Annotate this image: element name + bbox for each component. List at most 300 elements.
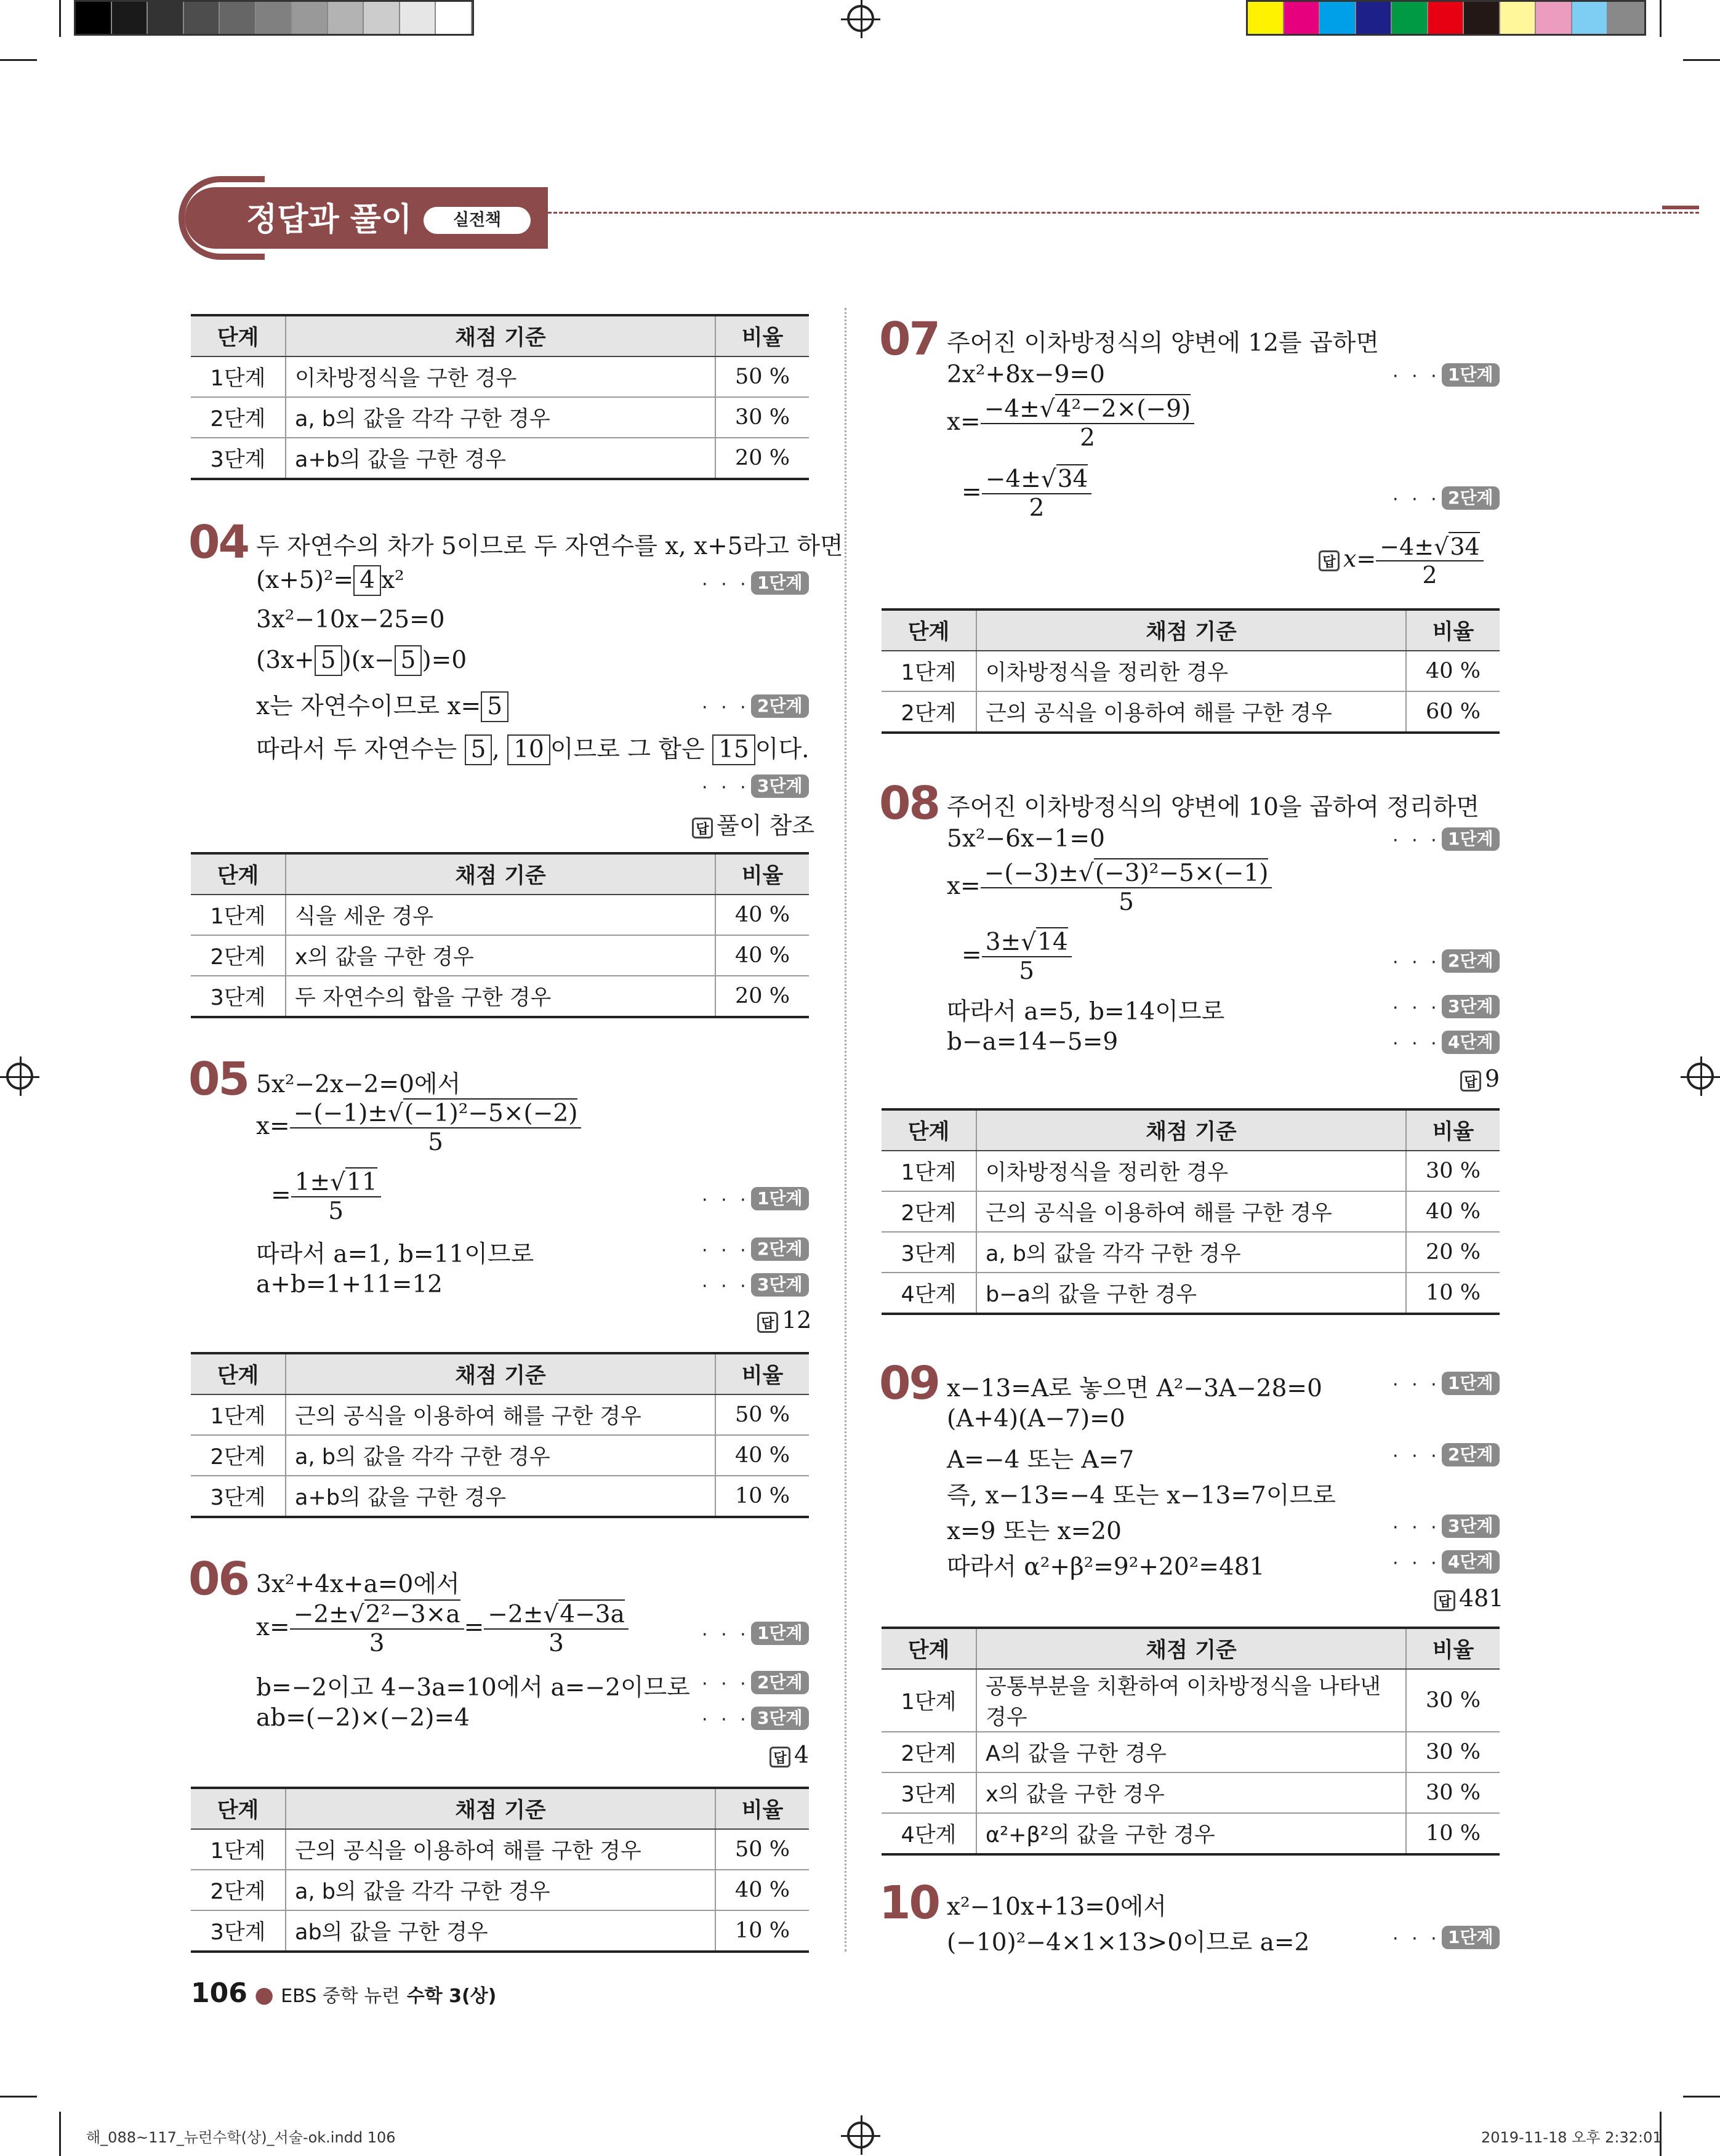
color-swatch (1536, 2, 1572, 34)
header-dashed-rule (548, 212, 1699, 214)
table-row (882, 1151, 1500, 1191)
color-swatch (1464, 2, 1500, 34)
answer-box: 5 (395, 645, 422, 676)
ratio-cell: 10 % (715, 1476, 809, 1517)
solution-line (256, 1601, 629, 1657)
crop-mark (1660, 0, 1662, 37)
ratio-cell: 40 % (715, 935, 809, 976)
page-number: 106 (191, 1977, 247, 2009)
ratio-cell: 20 % (1406, 1232, 1500, 1273)
header-badge: 실전책 (424, 207, 531, 234)
solution-line: 5x²−6x−1=0 (947, 825, 1105, 853)
col-header-criteria: 채점 기준 (976, 1628, 1406, 1669)
step-badge: 4단계 (1442, 1550, 1500, 1574)
step-badge: 1단계 (751, 1187, 809, 1210)
col-header-criteria: 채점 기준 (286, 1353, 715, 1394)
step-badge: 2단계 (1442, 486, 1500, 510)
solution-line: 5x²−2x−2=0에서 (256, 1071, 461, 1098)
radicand: 34 (1450, 533, 1480, 560)
step-dots: · · · (1392, 1374, 1441, 1396)
criteria-cell: a, b의 값을 각각 구한 경우 (976, 1232, 1406, 1273)
solution-line (256, 645, 467, 676)
stage-cell: 2단계 (191, 397, 286, 438)
stage-cell: 3단계 (882, 1232, 976, 1273)
table-row (882, 691, 1500, 733)
criteria-cell: 근의 공식을 이용하여 해를 구한 경우 (976, 1191, 1406, 1232)
crop-mark (0, 59, 37, 61)
math-text: )=0 (422, 646, 467, 674)
table-row (191, 976, 809, 1017)
math-text: −(−1)± (293, 1100, 388, 1127)
grayscale-color-bar (74, 0, 474, 36)
step-badge: 3단계 (1442, 995, 1500, 1018)
answer-box: 5 (465, 734, 492, 765)
table-row (882, 1732, 1500, 1772)
step-dots: · · · (1392, 489, 1441, 510)
ratio-cell: 10 % (1406, 1273, 1500, 1314)
problem-number-05: 05 (188, 1053, 248, 1106)
criteria-cell: x의 값을 구한 경우 (286, 935, 715, 976)
solution-line (947, 395, 1194, 452)
solution-line (962, 465, 1091, 522)
math-text: = (271, 1181, 291, 1209)
solution-line (256, 730, 810, 765)
criteria-cell: 근의 공식을 이용하여 해를 구한 경우 (976, 691, 1406, 733)
answer-icon: 답 (692, 818, 713, 839)
answer-line (757, 1306, 811, 1333)
table-row (882, 1273, 1500, 1314)
math-text: −4± (985, 465, 1041, 493)
math-text: 따라서 두 자연수는 (256, 736, 457, 763)
solution-line: 3x²+4x+a=0에서 (256, 1571, 460, 1598)
step-dots: · · · (702, 1673, 750, 1695)
math-text: −2± (488, 1601, 544, 1628)
criteria-cell: α²+β²의 값을 구한 경우 (976, 1813, 1406, 1854)
denominator: 5 (1119, 888, 1134, 916)
step-badge: 2단계 (751, 694, 809, 718)
ratio-cell: 40 % (1406, 1191, 1500, 1232)
table-row (882, 1669, 1500, 1732)
answer-line (1434, 1585, 1504, 1612)
table-row (191, 356, 809, 397)
column-separator (845, 308, 846, 1952)
step-badge: 2단계 (1442, 1443, 1500, 1466)
color-swatch (1608, 2, 1644, 34)
color-swatch (1428, 2, 1465, 34)
col-header-stage: 단계 (882, 1628, 976, 1669)
ratio-cell: 30 % (1406, 1669, 1500, 1732)
registration-mark-icon (847, 2122, 874, 2149)
solution-line: 따라서 a=1, b=11이므로 (256, 1241, 534, 1268)
print-slug-file: 해_088~117_뉴런수학(상)_서술-ok.indd 106 (86, 2129, 396, 2146)
solution-line: 즉, x−13=−4 또는 x−13=7이므로 (947, 1482, 1336, 1510)
radicand: 2²−3×a (365, 1601, 460, 1628)
solution-line: b−a=14−5=9 (947, 1028, 1119, 1056)
step-badge: 1단계 (1442, 1926, 1500, 1949)
answer-box: 5 (315, 645, 342, 676)
solution-line: A=−4 또는 A=7 (947, 1446, 1135, 1474)
footer-bullet: ● (254, 1982, 274, 2008)
ratio-cell: 40 % (715, 1435, 809, 1476)
answer-box: 15 (712, 734, 755, 765)
color-swatch (1392, 2, 1428, 34)
math-text: (x+5)²= (256, 566, 354, 594)
criteria-table-09 (882, 1627, 1500, 1856)
ratio-cell: 50 % (715, 356, 809, 397)
criteria-cell: 식을 세운 경우 (286, 895, 715, 935)
color-swatch (1320, 2, 1356, 34)
solution-line (962, 928, 1072, 985)
math-text: x= (1343, 545, 1376, 573)
book-title: EBS 중학 뉴런 (281, 1985, 400, 2007)
table-row (882, 1772, 1500, 1813)
solution-line: 두 자연수의 차가 5이므로 두 자연수를 x, x+5라고 하면 (256, 533, 843, 560)
table-row (191, 1394, 809, 1435)
step-dots: · · · (1392, 1517, 1441, 1539)
math-text: 이므로 그 합은 (550, 736, 705, 763)
page-title: 정답과 풀이 (246, 201, 412, 238)
col-header-ratio: 비율 (1406, 1109, 1500, 1151)
table-row (191, 1435, 809, 1476)
table-row (191, 438, 809, 479)
page-footer (191, 1977, 496, 2009)
ratio-cell: 30 % (715, 397, 809, 438)
denominator: 5 (428, 1128, 443, 1156)
step-badge: 3단계 (1442, 1514, 1500, 1538)
criteria-cell: ab의 값을 구한 경우 (286, 1910, 715, 1952)
problem-number-10: 10 (879, 1876, 939, 1929)
stage-cell: 1단계 (882, 1151, 976, 1191)
criteria-cell: a, b의 값을 각각 구한 경우 (286, 1435, 715, 1476)
math-text: = (464, 1614, 484, 1641)
step-dots: · · · (1392, 952, 1441, 973)
fraction: $\frac{1\pm√11}{5}$ (291, 1169, 381, 1225)
answer-line (1319, 533, 1484, 589)
solution-line: x²−10x+13=0에서 (947, 1893, 1167, 1921)
math-text: 3± (985, 928, 1021, 956)
denominator: 2 (1029, 494, 1045, 522)
step-dots: · · · (702, 697, 750, 718)
ratio-cell: 30 % (1406, 1772, 1500, 1813)
criteria-cell: 근의 공식을 이용하여 해를 구한 경우 (286, 1394, 715, 1435)
color-swatch (328, 2, 364, 34)
answer-icon: 답 (770, 1747, 790, 1768)
table-row (191, 1870, 809, 1910)
stage-cell: 2단계 (191, 1870, 286, 1910)
criteria-table-07 (882, 608, 1500, 734)
math-text: x² (381, 566, 404, 594)
fraction: $\frac{\text{−(−1)±√(−1)²−5×(−2)}}{5}$ (290, 1100, 582, 1156)
color-swatch (364, 2, 400, 34)
col-header-ratio: 비율 (715, 1788, 809, 1829)
radicand: 14 (1037, 928, 1068, 956)
radicand: (−3)²−5×(−1) (1095, 859, 1269, 887)
color-swatch (112, 2, 148, 34)
step-dots: · · · (1392, 830, 1441, 851)
col-header-criteria: 채점 기준 (286, 315, 715, 356)
answer-icon: 답 (1434, 1590, 1455, 1611)
math-text: (3x+ (256, 646, 315, 674)
header-rule-end (1662, 206, 1699, 209)
crop-mark (1683, 59, 1720, 61)
col-header-criteria: 채점 기준 (286, 853, 715, 895)
math-text: −4± (984, 395, 1040, 423)
radicand: 4−3a (560, 1601, 625, 1628)
solution-line (256, 565, 404, 596)
table-row (882, 1232, 1500, 1273)
radicand: 34 (1057, 465, 1088, 493)
solution-line: ab=(−2)×(−2)=4 (256, 1704, 470, 1732)
step-dots: · · · (1392, 1033, 1441, 1055)
answer-icon: 답 (1319, 550, 1340, 571)
radicand: (−1)²−5×(−2) (404, 1100, 578, 1127)
math-text: 1± (294, 1169, 331, 1196)
step-badge: 1단계 (1442, 827, 1500, 851)
color-swatch (400, 2, 436, 34)
ratio-cell: 40 % (715, 895, 809, 935)
criteria-cell: a, b의 값을 각각 구한 경우 (286, 397, 715, 438)
color-swatch (1284, 2, 1320, 34)
col-header-ratio: 비율 (1406, 609, 1500, 651)
process-color-bar (1246, 0, 1646, 36)
answer-icon: 답 (757, 1312, 778, 1333)
denominator: 5 (1019, 957, 1035, 985)
criteria-table-04 (191, 852, 809, 1018)
stage-cell: 1단계 (882, 651, 976, 691)
col-header-stage: 단계 (191, 1353, 286, 1394)
crop-mark (59, 2112, 61, 2156)
math-text: −4± (1380, 533, 1434, 560)
ratio-cell: 50 % (715, 1829, 809, 1870)
solution-line (256, 687, 508, 722)
registration-mark-icon (1687, 1063, 1714, 1090)
math-text: −(−3)± (984, 859, 1079, 887)
answer-icon: 답 (1460, 1071, 1481, 1092)
math-text: = (962, 941, 982, 969)
fraction: $\frac{-4\pm√34}{2}$ (1376, 533, 1483, 589)
step-badge: 3단계 (751, 1707, 809, 1730)
color-swatch (436, 2, 472, 34)
math-text: x= (256, 1112, 290, 1140)
criteria-table-08 (882, 1108, 1500, 1315)
answer-box: 4 (353, 565, 381, 596)
ratio-cell: 30 % (1406, 1732, 1500, 1772)
criteria-cell: x의 값을 구한 경우 (976, 1772, 1406, 1813)
step-badge: 1단계 (751, 1622, 809, 1645)
table-row (882, 1813, 1500, 1854)
step-dots: · · · (1392, 1446, 1441, 1467)
crop-mark (59, 0, 61, 37)
ratio-cell: 30 % (1406, 1151, 1500, 1191)
stage-cell: 1단계 (191, 1829, 286, 1870)
color-swatch (1500, 2, 1537, 34)
ratio-cell: 40 % (1406, 651, 1500, 691)
color-swatch (76, 2, 112, 34)
step-dots: · · · (702, 1189, 750, 1211)
math-text: x= (947, 408, 981, 436)
solution-line: 주어진 이차방정식의 양변에 12를 곱하면 (947, 329, 1379, 357)
table-row (191, 895, 809, 935)
col-header-ratio: 비율 (715, 1353, 809, 1394)
stage-cell: 1단계 (191, 1394, 286, 1435)
table-row (191, 935, 809, 976)
stage-cell: 3단계 (191, 1476, 286, 1517)
stage-cell: 2단계 (882, 1191, 976, 1232)
step-dots: · · · (1392, 1553, 1441, 1574)
radicand: 4²−2×(−9) (1056, 395, 1191, 423)
crop-mark (0, 2096, 37, 2098)
step-badge: 3단계 (751, 1273, 809, 1297)
denominator: 3 (549, 1630, 564, 1657)
problem-number-09: 09 (879, 1357, 939, 1410)
stage-cell: 1단계 (191, 895, 286, 935)
color-swatch (1248, 2, 1284, 34)
step-badge: 1단계 (1442, 1372, 1500, 1395)
table-row (882, 651, 1500, 691)
solution-line: x=9 또는 x=20 (947, 1518, 1122, 1545)
solution-line: a+b=1+11=12 (256, 1271, 443, 1298)
print-slug-timestamp: 2019-11-18 오후 2:32:01 (1481, 2129, 1662, 2146)
math-text: , (492, 736, 500, 763)
math-text: 이다. (755, 736, 810, 763)
answer-text: 12 (782, 1306, 812, 1333)
denominator: 5 (328, 1197, 344, 1225)
table-row (191, 397, 809, 438)
solution-line: (A+4)(A−7)=0 (947, 1405, 1125, 1433)
answer-line (1460, 1065, 1500, 1092)
criteria-cell: 이차방정식을 정리한 경우 (976, 651, 1406, 691)
denominator: 2 (1422, 561, 1437, 589)
step-dots: · · · (702, 1240, 750, 1261)
step-dots: · · · (702, 777, 750, 798)
stage-cell: 1단계 (191, 356, 286, 397)
col-header-ratio: 비율 (1406, 1628, 1500, 1669)
step-badge: 1단계 (1442, 363, 1500, 387)
criteria-cell: a+b의 값을 구한 경우 (286, 1476, 715, 1517)
col-header-stage: 단계 (191, 853, 286, 895)
solution-line: x−13=A로 놓으면 A²−3A−28=0 (947, 1375, 1322, 1402)
criteria-cell: a+b의 값을 구한 경우 (286, 438, 715, 479)
color-swatch (292, 2, 328, 34)
col-header-stage: 단계 (191, 315, 286, 356)
step-dots: · · · (1392, 366, 1441, 387)
color-swatch (1356, 2, 1392, 34)
problem-number-07: 07 (879, 313, 939, 366)
answer-text: 4 (794, 1741, 810, 1768)
math-text: −2± (293, 1601, 349, 1628)
answer-line (770, 1741, 809, 1768)
col-header-ratio: 비율 (715, 315, 809, 356)
answer-text: 481 (1459, 1585, 1504, 1612)
criteria-table-05 (191, 1352, 809, 1518)
registration-mark-icon (847, 5, 874, 32)
ratio-cell: 60 % (1406, 691, 1500, 733)
step-badge: 3단계 (751, 774, 809, 798)
table-row (191, 1476, 809, 1517)
solution-line: (−10)²−4×1×13>0이므로 a=2 (947, 1929, 1310, 1957)
col-header-criteria: 채점 기준 (976, 609, 1406, 651)
criteria-cell: A의 값을 구한 경우 (976, 1732, 1406, 1772)
step-dots: · · · (1392, 997, 1441, 1019)
answer-text: 풀이 참조 (717, 812, 814, 839)
ratio-cell: 20 % (715, 438, 809, 479)
col-header-ratio: 비율 (715, 853, 809, 895)
fraction: $\frac{\text{−4±√4²−2×(−9)}}{2}$ (981, 395, 1195, 452)
table-row (191, 1910, 809, 1952)
problem-number-08: 08 (879, 777, 939, 830)
stage-cell: 2단계 (882, 691, 976, 733)
step-badge: 2단계 (751, 1671, 809, 1694)
step-badge: 2단계 (1442, 949, 1500, 973)
table-row (882, 1191, 1500, 1232)
fraction: $\frac{-4\pm√34}{2}$ (982, 465, 1092, 522)
step-dots: · · · (702, 1709, 750, 1731)
solution-line (271, 1169, 381, 1225)
col-header-stage: 단계 (882, 609, 976, 651)
col-header-stage: 단계 (882, 1109, 976, 1151)
answer-box: 10 (507, 734, 550, 765)
criteria-cell: 두 자연수의 합을 구한 경우 (286, 976, 715, 1017)
color-swatch (256, 2, 292, 34)
math-text: x는 자연수이므로 x= (256, 693, 481, 720)
color-swatch (148, 2, 184, 34)
denominator: 3 (369, 1630, 385, 1657)
step-dots: · · · (702, 1276, 750, 1297)
criteria-cell: 근의 공식을 이용하여 해를 구한 경우 (286, 1829, 715, 1870)
solution-line: 2x²+8x−9=0 (947, 361, 1105, 388)
ratio-cell: 10 % (1406, 1813, 1500, 1854)
denominator: 2 (1080, 424, 1095, 452)
stage-cell: 1단계 (882, 1669, 976, 1732)
solution-line: 3x²−10x−25=0 (256, 606, 445, 634)
fraction: $\frac{3\pm√14}{5}$ (982, 928, 1072, 985)
problem-number-06: 06 (188, 1553, 248, 1606)
solution-line (256, 1100, 581, 1156)
col-header-stage: 단계 (191, 1788, 286, 1829)
answer-box: 5 (481, 691, 508, 722)
stage-cell: 2단계 (882, 1732, 976, 1772)
stage-cell: 3단계 (191, 1910, 286, 1952)
solution-line (947, 859, 1272, 916)
color-swatch (220, 2, 256, 34)
ratio-cell: 10 % (715, 1910, 809, 1952)
criteria-cell: b−a의 값을 구한 경우 (976, 1273, 1406, 1314)
problem-number-04: 04 (188, 516, 248, 569)
solution-line: 따라서 α²+β²=9²+20²=481 (947, 1553, 1265, 1581)
solution-line: 따라서 a=5, b=14이므로 (947, 998, 1225, 1026)
criteria-cell: 이차방정식을 정리한 경우 (976, 1151, 1406, 1191)
answer-text: 9 (1485, 1065, 1500, 1092)
stage-cell: 4단계 (882, 1813, 976, 1854)
criteria-cell: 이차방정식을 구한 경우 (286, 356, 715, 397)
color-swatch (1572, 2, 1609, 34)
ratio-cell: 40 % (715, 1870, 809, 1910)
criteria-table-06 (191, 1787, 809, 1953)
step-badge: 2단계 (751, 1237, 809, 1261)
ratio-cell: 50 % (715, 1394, 809, 1435)
criteria-cell: 공통부분을 치환하여 이차방정식을 나타낸 경우 (976, 1669, 1406, 1732)
stage-cell: 3단계 (191, 976, 286, 1017)
math-text: = (962, 478, 982, 506)
table-row (191, 1829, 809, 1870)
step-dots: · · · (702, 1624, 750, 1646)
stage-cell: 2단계 (191, 1435, 286, 1476)
math-text: x= (256, 1614, 290, 1641)
step-badge: 1단계 (751, 571, 809, 595)
answer-line (692, 806, 814, 840)
criteria-cell: a, b의 값을 각각 구한 경우 (286, 1870, 715, 1910)
ratio-cell: 20 % (715, 976, 809, 1017)
